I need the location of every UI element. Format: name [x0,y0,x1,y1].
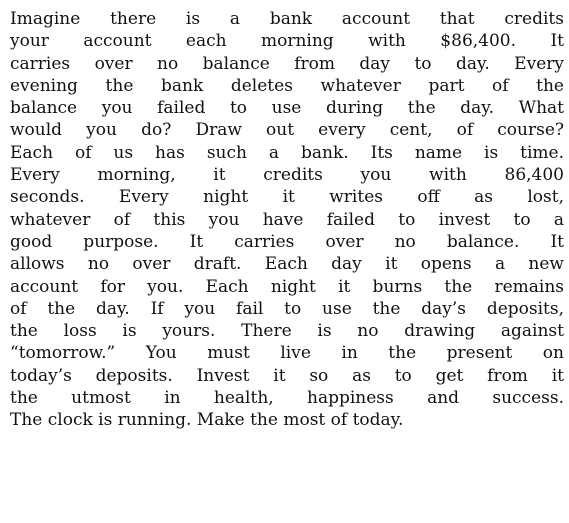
text-line-17: today’s deposits. Invest it so as to get from it [10,365,564,386]
text-line-4: evening the bank deletes whatever part of the [10,75,564,96]
text-line-10: whatever of this you have failed to invest to a [10,209,564,230]
text-passage [0,8,569,432]
text-line-6: would you do? Draw out every cent, of course? [10,120,564,141]
text-line-11: good purpose. It carries over no balance. It [10,231,564,252]
text-line-1: Imagine there is a bank account that credits [10,9,564,29]
text-line-15: the loss is yours. There is no drawing against [10,321,564,342]
text-line-5: balance you failed to use during the day. What [10,98,564,119]
text-line-3: carries over no balance from day to day. Every [10,53,564,74]
text-line-18: the utmost in health, happiness and success. [10,388,564,409]
text-line-19: The clock is running. Make the most of today. [10,410,404,431]
text-line-7: Each of us has such a bank. Its name is time. [10,142,564,163]
text-line-12: allows no over draft. Each day it opens a new [10,254,564,275]
text-line-13: account for you. Each night it burns the remains [10,276,564,297]
text-line-9: seconds. Every night it writes off as lost, [10,187,564,208]
text-line-14: of the day. If you fail to use the day’s deposits, [10,298,564,319]
text-line-16: “tomorrow.” You must live in the present on [10,343,564,364]
text-line-2: your account each morning with $86,400. It [10,31,564,52]
text-line-8: Every morning, it credits you with 86,400 [10,165,564,186]
